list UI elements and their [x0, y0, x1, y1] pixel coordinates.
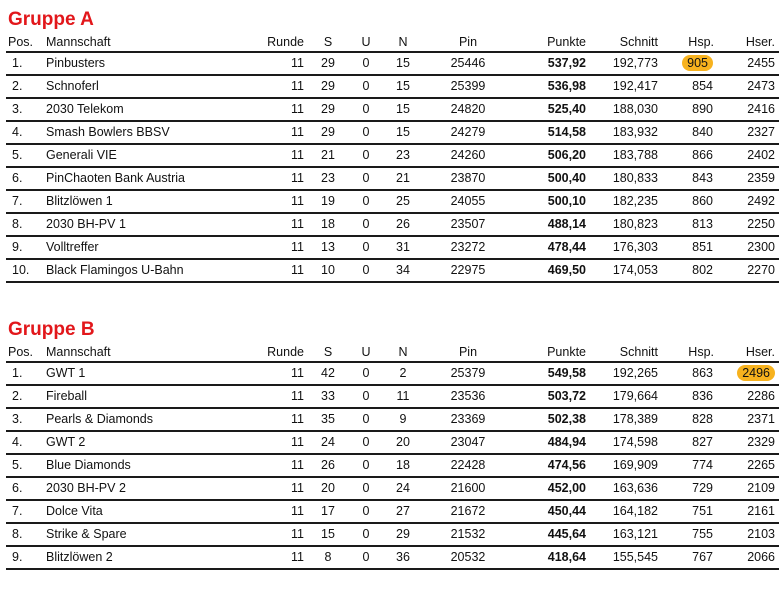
- cell-runde: 11: [236, 477, 304, 500]
- cell-pos: 7.: [6, 190, 46, 213]
- cell-u: 0: [352, 259, 380, 282]
- header-runde: Runde: [236, 344, 304, 362]
- cell-runde: 11: [236, 75, 304, 98]
- cell-hser: 2416: [714, 98, 779, 121]
- cell-n: 15: [380, 121, 426, 144]
- cell-s: 33: [304, 385, 352, 408]
- cell-pin: 20532: [426, 546, 510, 569]
- header-n: N: [380, 34, 426, 52]
- cell-u: 0: [352, 75, 380, 98]
- cell-hsp: 851: [658, 236, 714, 259]
- cell-pin: 22975: [426, 259, 510, 282]
- cell-u: 0: [352, 408, 380, 431]
- cell-pos: 8.: [6, 213, 46, 236]
- cell-s: 19: [304, 190, 352, 213]
- cell-schnitt: 163,121: [586, 523, 658, 546]
- cell-pos: 1.: [6, 52, 46, 75]
- cell-schnitt: 174,053: [586, 259, 658, 282]
- cell-pin: 21600: [426, 477, 510, 500]
- cell-pos: 8.: [6, 523, 46, 546]
- cell-punkte: 484,94: [510, 431, 586, 454]
- cell-team: Blitzlöwen 1: [46, 190, 236, 213]
- cell-hser: 2109: [714, 477, 779, 500]
- header-n: N: [380, 344, 426, 362]
- cell-s: 29: [304, 75, 352, 98]
- table-row: [6, 454, 779, 477]
- cell-punkte: 500,40: [510, 167, 586, 190]
- cell-hser: 2359: [714, 167, 779, 190]
- cell-punkte: 500,10: [510, 190, 586, 213]
- cell-u: 0: [352, 454, 380, 477]
- cell-runde: 11: [236, 190, 304, 213]
- cell-runde: 11: [236, 167, 304, 190]
- cell-hsp: 866: [658, 144, 714, 167]
- highlight-badge: 2496: [737, 365, 775, 381]
- header-s: S: [304, 344, 352, 362]
- cell-pin: 23870: [426, 167, 510, 190]
- cell-u: 0: [352, 362, 380, 385]
- header-hser: Hser.: [714, 34, 779, 52]
- cell-pos: 5.: [6, 144, 46, 167]
- cell-u: 0: [352, 121, 380, 144]
- cell-n: 27: [380, 500, 426, 523]
- cell-hsp: 828: [658, 408, 714, 431]
- group-a-table: [6, 34, 779, 283]
- cell-pos: 7.: [6, 500, 46, 523]
- cell-schnitt: 192,265: [586, 362, 658, 385]
- cell-pos: 6.: [6, 167, 46, 190]
- highlight-badge: 905: [682, 55, 713, 71]
- cell-hser: 2066: [714, 546, 779, 569]
- cell-schnitt: 182,235: [586, 190, 658, 213]
- cell-n: 26: [380, 213, 426, 236]
- cell-runde: 11: [236, 500, 304, 523]
- cell-s: 26: [304, 454, 352, 477]
- cell-team: Strike & Spare: [46, 523, 236, 546]
- cell-runde: 11: [236, 236, 304, 259]
- cell-pin: 25379: [426, 362, 510, 385]
- cell-hsp: 843: [658, 167, 714, 190]
- table-row: [6, 75, 779, 98]
- cell-pin: 21672: [426, 500, 510, 523]
- cell-hsp: 863: [658, 362, 714, 385]
- cell-u: 0: [352, 167, 380, 190]
- cell-u: 0: [352, 52, 380, 75]
- cell-s: 13: [304, 236, 352, 259]
- table-row: [6, 362, 779, 385]
- table-row: [6, 500, 779, 523]
- cell-n: 15: [380, 75, 426, 98]
- group-b-title: Gruppe B: [8, 319, 95, 340]
- cell-s: 29: [304, 98, 352, 121]
- cell-punkte: 502,38: [510, 408, 586, 431]
- table-row: [6, 213, 779, 236]
- cell-team: Blue Diamonds: [46, 454, 236, 477]
- cell-pos: 10.: [6, 259, 46, 282]
- cell-team: Dolce Vita: [46, 500, 236, 523]
- cell-punkte: 450,44: [510, 500, 586, 523]
- table-row: [6, 546, 779, 569]
- cell-schnitt: 178,389: [586, 408, 658, 431]
- table-row: [6, 408, 779, 431]
- cell-s: 24: [304, 431, 352, 454]
- header-row: [6, 344, 779, 362]
- table-row: [6, 236, 779, 259]
- cell-pos: 9.: [6, 546, 46, 569]
- cell-pin: 24279: [426, 121, 510, 144]
- cell-schnitt: 183,788: [586, 144, 658, 167]
- cell-hsp: 860: [658, 190, 714, 213]
- cell-punkte: 506,20: [510, 144, 586, 167]
- cell-team: Smash Bowlers BBSV: [46, 121, 236, 144]
- cell-runde: 11: [236, 454, 304, 477]
- cell-hsp: 836: [658, 385, 714, 408]
- cell-schnitt: 179,664: [586, 385, 658, 408]
- cell-team: GWT 1: [46, 362, 236, 385]
- table-row: [6, 144, 779, 167]
- table-row: [6, 190, 779, 213]
- cell-s: 29: [304, 52, 352, 75]
- table-row: [6, 431, 779, 454]
- cell-runde: 11: [236, 546, 304, 569]
- cell-u: 0: [352, 98, 380, 121]
- header-team: Mannschaft: [46, 344, 236, 362]
- cell-n: 31: [380, 236, 426, 259]
- cell-u: 0: [352, 144, 380, 167]
- cell-n: 11: [380, 385, 426, 408]
- cell-s: 15: [304, 523, 352, 546]
- cell-pos: 4.: [6, 121, 46, 144]
- header-hsp: Hsp.: [658, 344, 714, 362]
- header-row: [6, 34, 779, 52]
- cell-hsp: 729: [658, 477, 714, 500]
- cell-s: 42: [304, 362, 352, 385]
- cell-team: 2030 Telekom: [46, 98, 236, 121]
- header-punkte: Punkte: [510, 34, 586, 52]
- cell-u: 0: [352, 500, 380, 523]
- table-row: [6, 523, 779, 546]
- cell-pin: 25446: [426, 52, 510, 75]
- cell-n: 20: [380, 431, 426, 454]
- cell-u: 0: [352, 431, 380, 454]
- table-row: [6, 259, 779, 282]
- cell-hser: 2250: [714, 213, 779, 236]
- cell-s: 29: [304, 121, 352, 144]
- cell-hser: 2161: [714, 500, 779, 523]
- cell-runde: 11: [236, 431, 304, 454]
- cell-n: 2: [380, 362, 426, 385]
- cell-s: 18: [304, 213, 352, 236]
- cell-hser: 2265: [714, 454, 779, 477]
- cell-n: 18: [380, 454, 426, 477]
- header-runde: Runde: [236, 34, 304, 52]
- header-schnitt: Schnitt: [586, 34, 658, 52]
- cell-punkte: 478,44: [510, 236, 586, 259]
- cell-punkte: 418,64: [510, 546, 586, 569]
- cell-u: 0: [352, 213, 380, 236]
- cell-team: Volltreffer: [46, 236, 236, 259]
- cell-hsp: 840: [658, 121, 714, 144]
- cell-hsp: 813: [658, 213, 714, 236]
- header-u: U: [352, 344, 380, 362]
- cell-schnitt: 163,636: [586, 477, 658, 500]
- cell-runde: 11: [236, 144, 304, 167]
- cell-s: 23: [304, 167, 352, 190]
- cell-runde: 11: [236, 121, 304, 144]
- cell-pos: 4.: [6, 431, 46, 454]
- cell-runde: 11: [236, 259, 304, 282]
- cell-punkte: 469,50: [510, 259, 586, 282]
- cell-pin: 23507: [426, 213, 510, 236]
- header-punkte: Punkte: [510, 344, 586, 362]
- cell-pin: 21532: [426, 523, 510, 546]
- header-schnitt: Schnitt: [586, 344, 658, 362]
- cell-punkte: 503,72: [510, 385, 586, 408]
- cell-hser: 2402: [714, 144, 779, 167]
- cell-pos: 2.: [6, 75, 46, 98]
- cell-hsp: 854: [658, 75, 714, 98]
- cell-n: 21: [380, 167, 426, 190]
- cell-runde: 11: [236, 408, 304, 431]
- cell-punkte: 536,98: [510, 75, 586, 98]
- cell-n: 9: [380, 408, 426, 431]
- cell-hsp: 802: [658, 259, 714, 282]
- cell-n: 24: [380, 477, 426, 500]
- header-pin: Pin: [426, 34, 510, 52]
- cell-s: 20: [304, 477, 352, 500]
- cell-team: Pinbusters: [46, 52, 236, 75]
- cell-schnitt: 169,909: [586, 454, 658, 477]
- cell-u: 0: [352, 523, 380, 546]
- cell-schnitt: 192,773: [586, 52, 658, 75]
- header-u: U: [352, 34, 380, 52]
- table-row: [6, 167, 779, 190]
- group-a-section: [6, 6, 775, 283]
- cell-pin: 24820: [426, 98, 510, 121]
- cell-punkte: 514,58: [510, 121, 586, 144]
- cell-runde: 11: [236, 362, 304, 385]
- cell-punkte: 474,56: [510, 454, 586, 477]
- cell-hser: 2327: [714, 121, 779, 144]
- table-row: [6, 52, 779, 75]
- cell-pin: 24260: [426, 144, 510, 167]
- cell-runde: 11: [236, 385, 304, 408]
- cell-hsp: [658, 52, 714, 75]
- cell-team: Blitzlöwen 2: [46, 546, 236, 569]
- cell-pin: 23047: [426, 431, 510, 454]
- table-row: [6, 477, 779, 500]
- cell-u: 0: [352, 546, 380, 569]
- cell-hsp: 751: [658, 500, 714, 523]
- cell-n: 15: [380, 98, 426, 121]
- cell-hser: 2371: [714, 408, 779, 431]
- cell-schnitt: 192,417: [586, 75, 658, 98]
- cell-n: 23: [380, 144, 426, 167]
- cell-hsp: 827: [658, 431, 714, 454]
- cell-u: 0: [352, 190, 380, 213]
- cell-hser: 2103: [714, 523, 779, 546]
- cell-punkte: 488,14: [510, 213, 586, 236]
- cell-s: 21: [304, 144, 352, 167]
- cell-pos: 3.: [6, 98, 46, 121]
- group-a-title: Gruppe A: [8, 9, 94, 30]
- cell-pin: 22428: [426, 454, 510, 477]
- cell-runde: 11: [236, 523, 304, 546]
- cell-hser: 2455: [714, 52, 779, 75]
- cell-u: 0: [352, 477, 380, 500]
- cell-schnitt: 174,598: [586, 431, 658, 454]
- cell-hser: 2492: [714, 190, 779, 213]
- cell-pos: 6.: [6, 477, 46, 500]
- table-row: [6, 121, 779, 144]
- table-row: [6, 385, 779, 408]
- cell-n: 25: [380, 190, 426, 213]
- header-hsp: Hsp.: [658, 34, 714, 52]
- cell-s: 8: [304, 546, 352, 569]
- cell-punkte: 537,92: [510, 52, 586, 75]
- cell-pos: 5.: [6, 454, 46, 477]
- cell-team: Black Flamingos U-Bahn: [46, 259, 236, 282]
- cell-team: Pearls & Diamonds: [46, 408, 236, 431]
- cell-hsp: 755: [658, 523, 714, 546]
- cell-n: 36: [380, 546, 426, 569]
- table-row: [6, 98, 779, 121]
- cell-pin: 24055: [426, 190, 510, 213]
- cell-pin: 23536: [426, 385, 510, 408]
- cell-team: GWT 2: [46, 431, 236, 454]
- cell-pin: 25399: [426, 75, 510, 98]
- header-pos: Pos.: [6, 344, 46, 362]
- cell-hsp: 767: [658, 546, 714, 569]
- cell-u: 0: [352, 236, 380, 259]
- cell-pos: 9.: [6, 236, 46, 259]
- cell-hser: 2270: [714, 259, 779, 282]
- cell-hsp: 774: [658, 454, 714, 477]
- cell-n: 29: [380, 523, 426, 546]
- cell-team: Fireball: [46, 385, 236, 408]
- header-pin: Pin: [426, 344, 510, 362]
- cell-team: PinChaoten Bank Austria: [46, 167, 236, 190]
- cell-schnitt: 188,030: [586, 98, 658, 121]
- cell-schnitt: 180,833: [586, 167, 658, 190]
- cell-runde: 11: [236, 98, 304, 121]
- cell-hser: [714, 362, 779, 385]
- cell-n: 34: [380, 259, 426, 282]
- cell-runde: 11: [236, 213, 304, 236]
- cell-punkte: 525,40: [510, 98, 586, 121]
- cell-pos: 2.: [6, 385, 46, 408]
- header-pos: Pos.: [6, 34, 46, 52]
- cell-schnitt: 183,932: [586, 121, 658, 144]
- cell-schnitt: 176,303: [586, 236, 658, 259]
- cell-team: Generali VIE: [46, 144, 236, 167]
- header-s: S: [304, 34, 352, 52]
- cell-punkte: 445,64: [510, 523, 586, 546]
- cell-schnitt: 155,545: [586, 546, 658, 569]
- cell-s: 35: [304, 408, 352, 431]
- cell-hsp: 890: [658, 98, 714, 121]
- group-b-section: [6, 316, 775, 570]
- cell-team: 2030 BH-PV 2: [46, 477, 236, 500]
- cell-punkte: 452,00: [510, 477, 586, 500]
- cell-pin: 23272: [426, 236, 510, 259]
- cell-s: 17: [304, 500, 352, 523]
- cell-s: 10: [304, 259, 352, 282]
- cell-pos: 3.: [6, 408, 46, 431]
- cell-team: 2030 BH-PV 1: [46, 213, 236, 236]
- cell-n: 15: [380, 52, 426, 75]
- cell-hser: 2300: [714, 236, 779, 259]
- group-b-table: [6, 344, 779, 570]
- cell-schnitt: 180,823: [586, 213, 658, 236]
- cell-pin: 23369: [426, 408, 510, 431]
- cell-schnitt: 164,182: [586, 500, 658, 523]
- cell-hser: 2329: [714, 431, 779, 454]
- cell-punkte: 549,58: [510, 362, 586, 385]
- cell-u: 0: [352, 385, 380, 408]
- cell-hser: 2286: [714, 385, 779, 408]
- cell-hser: 2473: [714, 75, 779, 98]
- cell-runde: 11: [236, 52, 304, 75]
- cell-team: Schnoferl: [46, 75, 236, 98]
- header-team: Mannschaft: [46, 34, 236, 52]
- header-hser: Hser.: [714, 344, 779, 362]
- cell-pos: 1.: [6, 362, 46, 385]
